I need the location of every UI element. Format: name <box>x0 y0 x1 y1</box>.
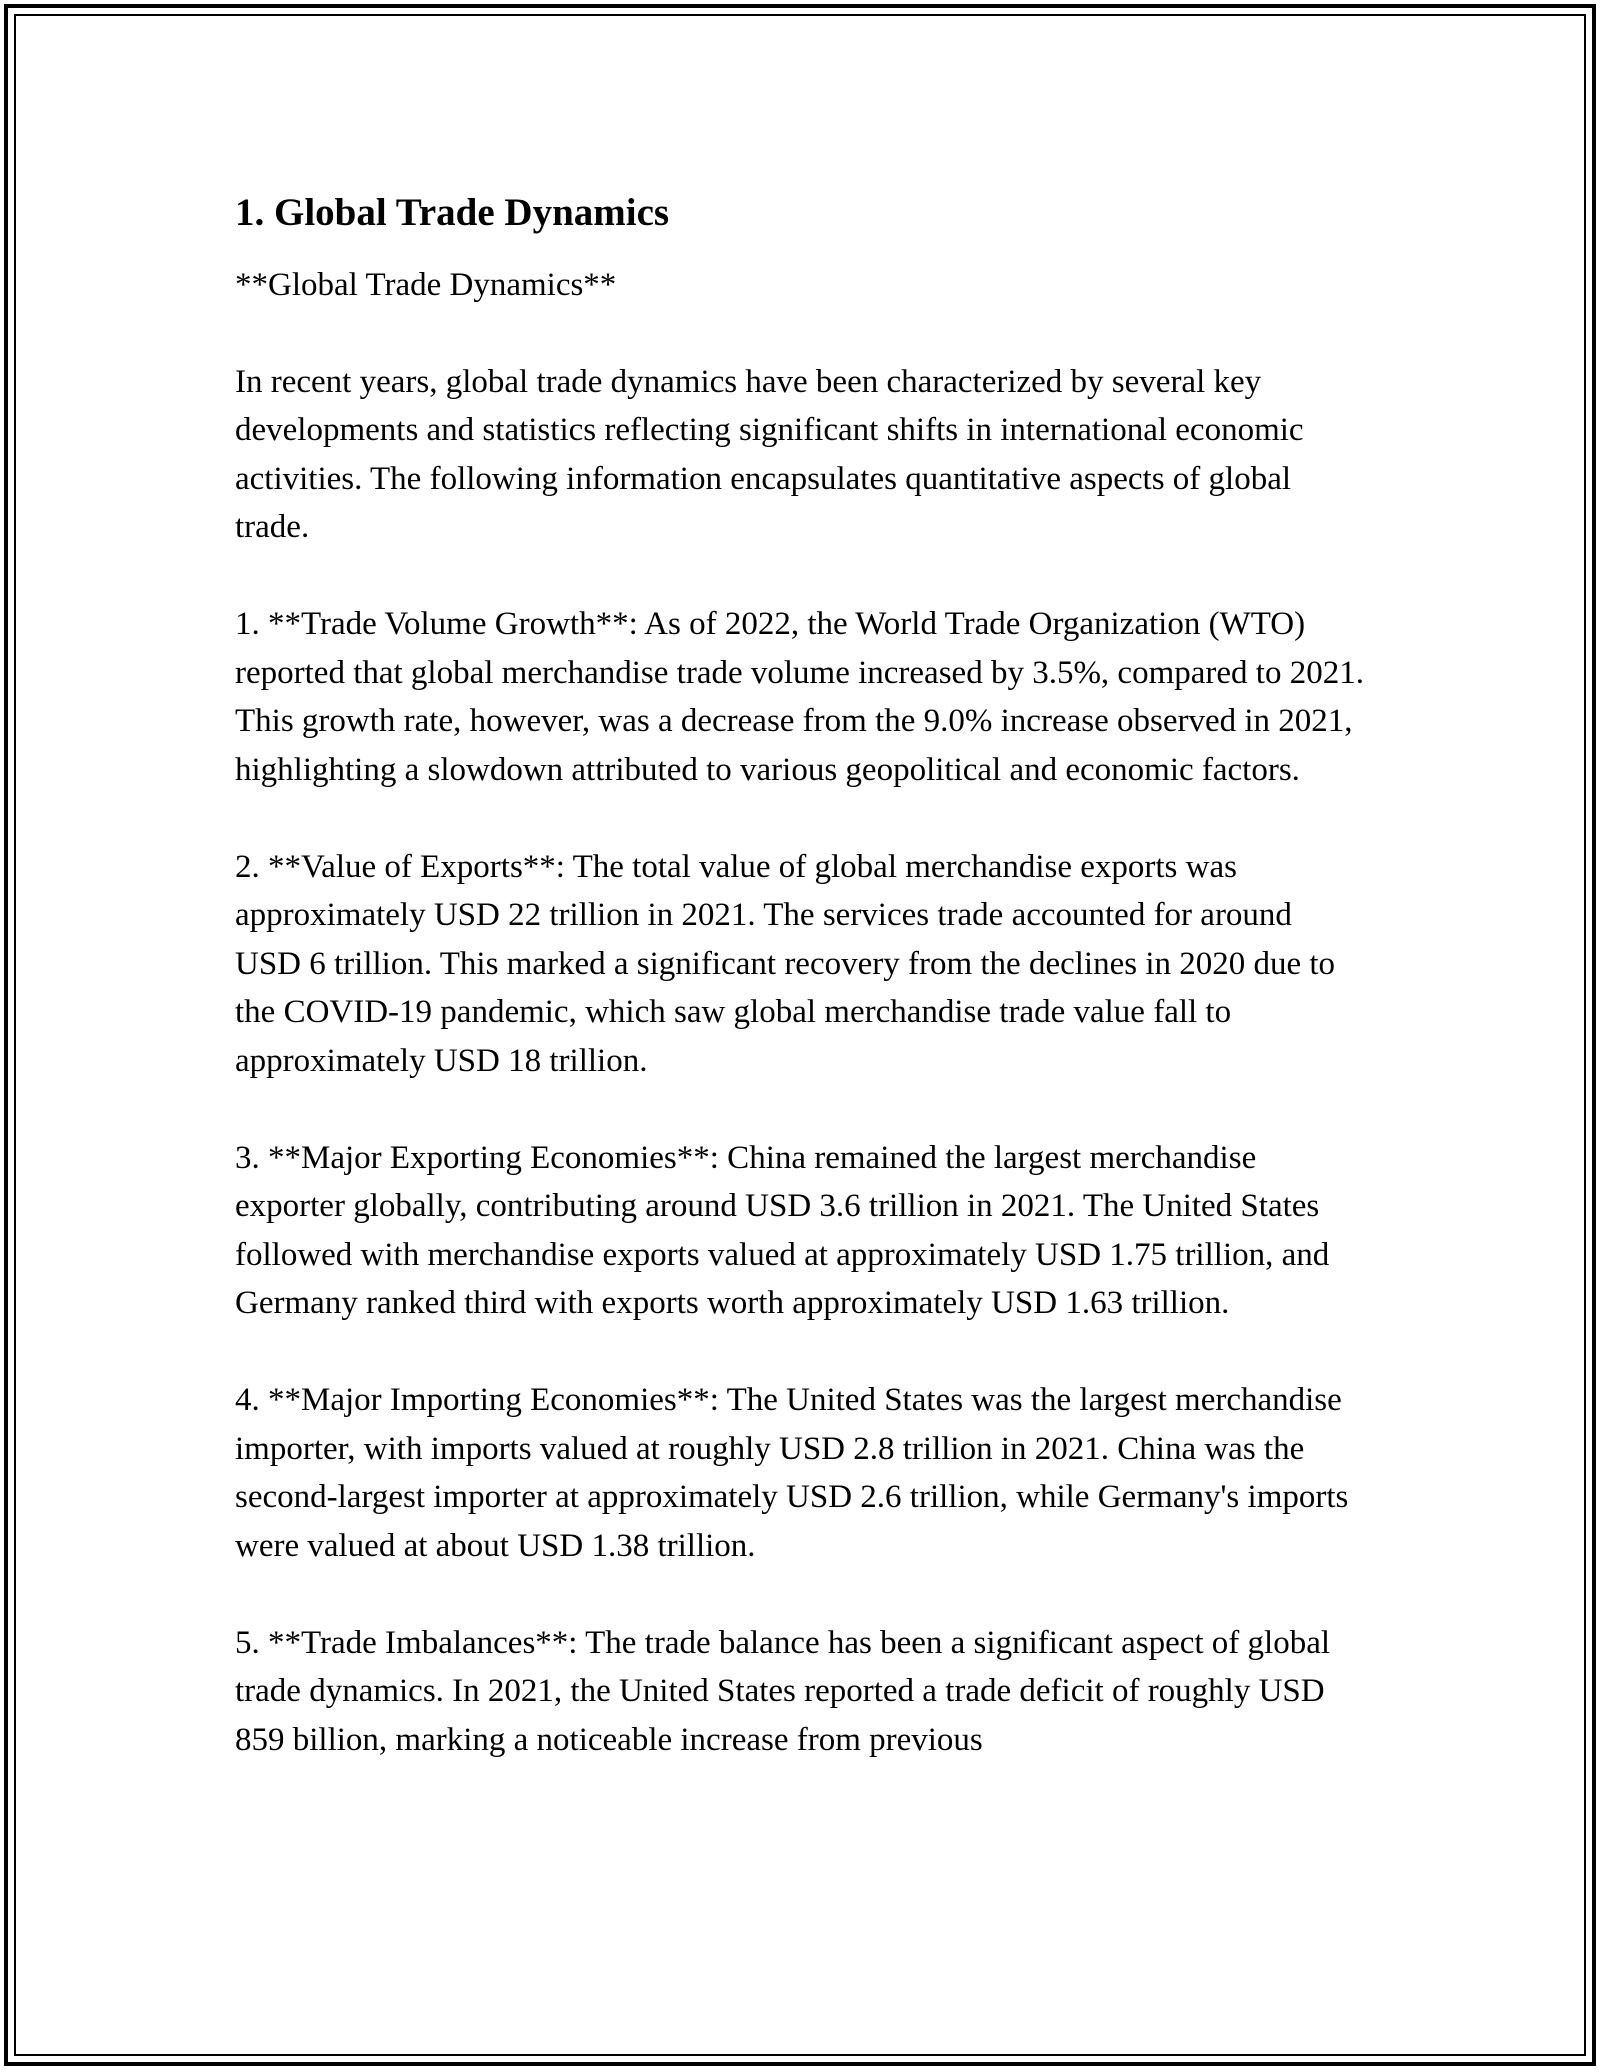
major-exporting-economies-paragraph: 3. **Major Exporting Economies**: China remained the largest merchandise exporter globally, contributing around USD 3.6 trillion in 2021. The United States followed with merchandise exports valued at approximately USD 1.75 trillion, and Germany ranked third with exports worth approximately USD 1.63 trillion. <box>235 1139 1330 1322</box>
section-heading: 1. Global Trade Dynamics <box>235 191 670 234</box>
value-of-exports-paragraph: 2. **Value of Exports**: The total value of global merchandise exports was approximately USD 22 trillion in 2021. The services trade accounted for around USD 6 trillion. This marked a significant recovery from the declines in 2020 due to the COVID-19 pandemic, which saw global merchandise trade value fall to approximately USD 18 trillion. <box>235 848 1336 1079</box>
intro-paragraph: In recent years, global trade dynamics have been characterized by several key developments and statistics reflecting significant shifts in international economic activities. The following information encapsulates quantitative aspects of global trade. <box>235 363 1304 546</box>
bold-title-paragraph: **Global Trade Dynamics** <box>235 266 617 303</box>
major-importing-economies-paragraph: 4. **Major Importing Economies**: The United States was the largest merchandise importer, with imports valued at roughly USD 2.8 trillion in 2021. China was the second-largest importer at approximately USD 2.6 trillion, while Germany's imports were valued at about USD 1.38 trillion. <box>235 1382 1349 1564</box>
document-body <box>235 178 1365 1813</box>
trade-imbalances-paragraph: 5. **Trade Imbalances**: The trade balance has been a significant aspect of global trade dynamics. In 2021, the United States reported a trade deficit of roughly USD 859 billion, marking a noticeable increase from previous <box>235 1624 1331 1758</box>
trade-volume-growth-paragraph: 1. **Trade Volume Growth**: As of 2022, the World Trade Organization (WTO) reported that global merchandise trade volume increased by 3.5%, compared to 2021. This growth rate, however, was a decrease from the 9.0% increase observed in 2021, highlighting a slowdown attributed to various geopolitical and economic factors. <box>235 606 1364 788</box>
